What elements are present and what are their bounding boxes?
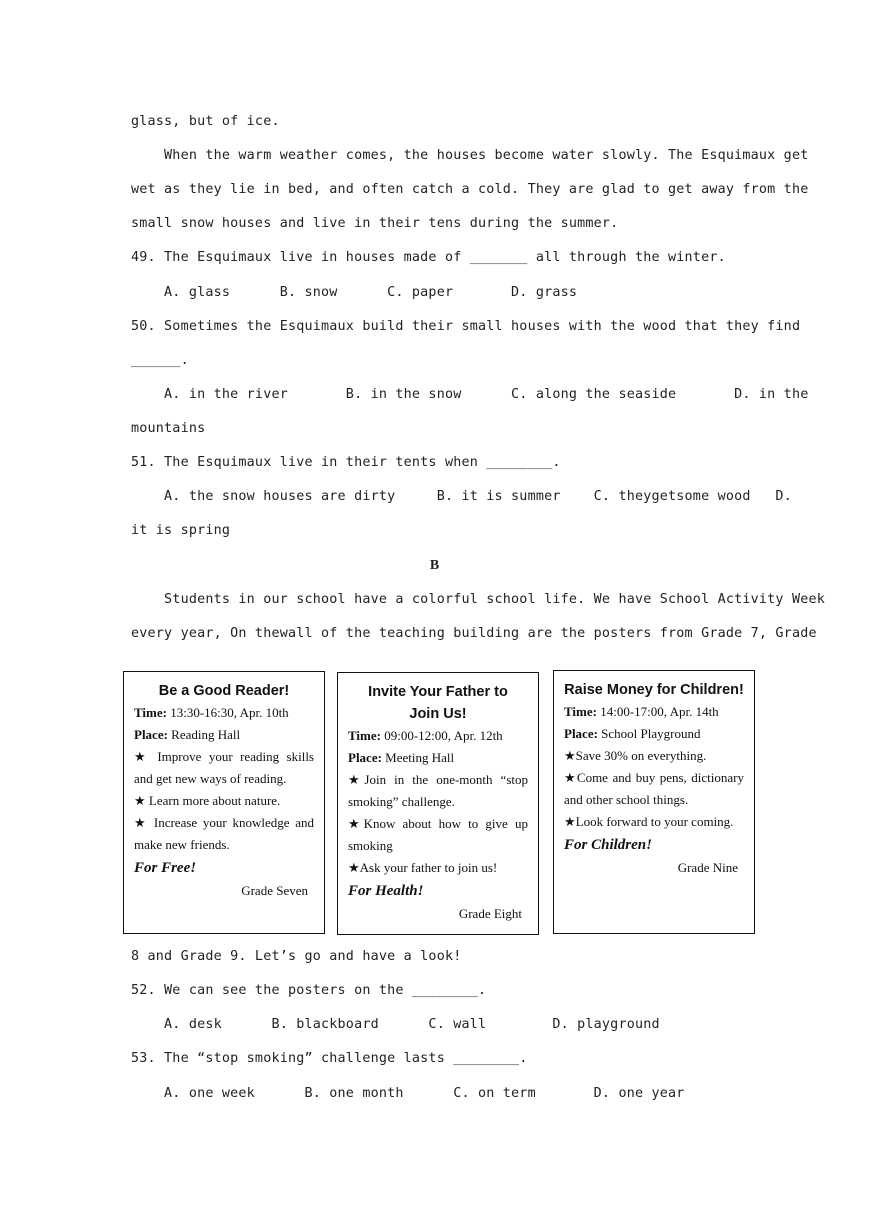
time-label: Time:	[348, 728, 381, 743]
poster-title: Invite Your Father to	[368, 684, 508, 700]
poster-grade: Grade Seven	[241, 883, 308, 898]
poster-place	[348, 747, 528, 769]
question-53-stem: 53. The “stop smoking” challenge lasts ________.	[131, 1051, 528, 1066]
question-52-stem: 52. We can see the posters on the ________.	[131, 983, 487, 998]
place-label: Place:	[348, 750, 382, 765]
poster-grade: Grade Eight	[458, 906, 522, 921]
passage-line: small snow houses and live in their tens during the summer.	[131, 216, 619, 231]
poster-grade-seven	[123, 671, 325, 934]
poster-title: Join Us!	[409, 706, 467, 722]
place-label: Place:	[134, 727, 168, 742]
time-value: 09:00-12:00, Apr. 12th	[380, 728, 503, 743]
poster-slogan: For Health!	[348, 883, 424, 899]
question-49-options: A. glass B. snow C. paper D. grass	[131, 285, 578, 300]
poster-grade: Grade Nine	[677, 860, 738, 875]
place-value: Reading Hall	[167, 727, 241, 742]
poster-place	[134, 724, 314, 746]
poster-item: ★ Learn more about nature.	[134, 793, 281, 808]
poster-place	[564, 723, 744, 745]
poster-item: ★Come and buy pens, dictionary and other school things.	[564, 770, 744, 807]
time-value: 13:30-16:30, Apr. 10th	[166, 705, 289, 720]
passage-line: Students in our school have a colorful school life. We have School Activity Week	[131, 592, 825, 607]
question-50-stem: 50. Sometimes the Esquimaux build their small houses with the wood that they find	[131, 319, 801, 334]
time-value: 14:00-17:00, Apr. 14th	[596, 704, 719, 719]
section-heading: B	[429, 558, 440, 573]
question-50-options-cont: mountains	[131, 421, 206, 436]
poster-title: Raise Money for Children!	[564, 682, 744, 698]
question-50-stem-cont: ______.	[131, 353, 189, 368]
passage-line: wet as they lie in bed, and often catch a cold. They are glad to get away from the	[131, 182, 809, 197]
poster-item: ★ Improve your reading skills and get new ways of reading.	[134, 749, 314, 786]
question-52-options: A. desk B. blackboard C. wall D. playground	[131, 1017, 660, 1032]
poster-slogan: For Children!	[564, 837, 652, 853]
poster-grade-nine	[553, 670, 755, 934]
passage-line: every year, On thewall of the teaching building are the posters from Grade 7, Grade	[131, 626, 817, 641]
passage-line: glass, but of ice.	[131, 114, 280, 129]
poster-item: ★ Increase your knowledge and make new friends.	[134, 815, 314, 852]
question-51-options-cont: it is spring	[131, 523, 231, 538]
passage-line: When the warm weather comes, the houses become water slowly. The Esquimaux get	[131, 148, 809, 163]
time-label: Time:	[134, 705, 167, 720]
poster-item: ★Save 30% on everything.	[564, 748, 707, 763]
poster-slogan: For Free!	[134, 860, 197, 876]
question-53-options: A. one week B. one month C. on term D. one year	[131, 1086, 685, 1101]
question-50-options: A. in the river B. in the snow C. along the seaside D. in the	[131, 387, 809, 402]
place-value: School Playground	[597, 726, 701, 741]
question-51-options: A. the snow houses are dirty B. it is summer C. theygetsome wood D.	[131, 489, 792, 504]
poster-time	[348, 725, 528, 747]
time-label: Time:	[564, 704, 597, 719]
poster-time	[134, 702, 314, 724]
question-49-stem: 49. The Esquimaux live in houses made of _______ all through the winter.	[131, 250, 726, 265]
passage-line: 8 and Grade 9. Let’s go and have a look!	[131, 949, 462, 964]
place-label: Place:	[564, 726, 598, 741]
poster-item: ★Know about how to give up smoking	[348, 816, 528, 853]
poster-item: ★Ask your father to join us!	[348, 860, 498, 875]
place-value: Meeting Hall	[381, 750, 455, 765]
poster-item: ★Join in the one-month “stop smoking” challenge.	[348, 772, 528, 809]
poster-item: ★Look forward to your coming.	[564, 814, 734, 829]
poster-title: Be a Good Reader!	[158, 683, 290, 699]
question-51-stem: 51. The Esquimaux live in their tents when ________.	[131, 455, 561, 470]
poster-time	[564, 701, 744, 723]
poster-grade-eight	[337, 672, 539, 935]
